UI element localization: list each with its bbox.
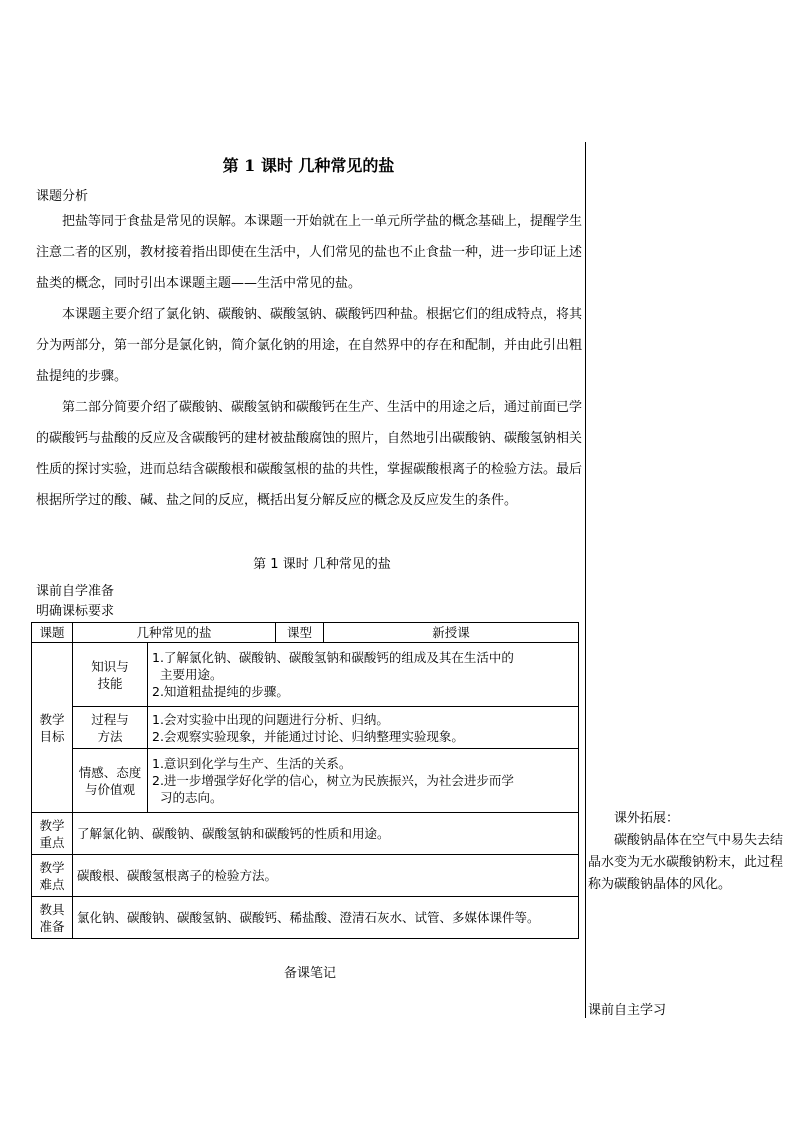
prep-label: 课前自学准备 [36, 584, 115, 599]
self-study-label: 课前自主学习 [588, 1003, 667, 1018]
margin-divider-line [585, 142, 586, 1018]
table-row [32, 707, 579, 749]
analysis-paragraph-3: 第二部分简要介绍了碳酸钠、碳酸氢钠和碳酸钙在生产、生活中的用途之后，通过前面已学的碳酸钙与盐酸的反应及含碳酸钙的建材被盐酸腐蚀的照片，自然地引出碳酸钠、碳酸氢钠相关性质的探讨实验，进而总结含碳酸根和碳酸氢根的盐的共性，掌握碳酸根离子的检验方法。最后根据所学过的酸、碱、盐之间的反应，概括出复分解反应的概念及反应发生的条件。 [36, 400, 583, 508]
analysis-paragraph-1: 把盐等同于食盐是常见的误解。本课题一开始就在上一单元所学盐的概念基础上，提醒学生注意二者的区别，教材接着指出即使在生活中，人们常见的盐也不止食盐一种，进一步印证上述盐类的概念，同时引出本课题主题——生活中常见的盐。 [36, 214, 583, 291]
process-content: 1.会对实验中出现的问题进行分析、归纳。 2.会观察实验现象，并能通过讨论、归纳整理实验现象。 [148, 707, 579, 749]
knowledge-content: 1.了解氯化钠、碳酸钠、碳酸氢钠和碳酸钙的组成及其在生活中的 主要用途。 2.知道粗盐提纯的步骤。 [148, 643, 579, 707]
analysis-label: 课题分析 [36, 189, 89, 204]
objectives-table [31, 622, 579, 939]
tools-label: 教具 准备 [32, 897, 73, 939]
table-row [32, 813, 579, 855]
notes-label: 备课笔记 [283, 966, 336, 981]
key-label: 教学 重点 [32, 813, 73, 855]
difficulty-label: 教学 难点 [32, 855, 73, 897]
table-row [32, 855, 579, 897]
lesson-subtitle: 第 1 课时 几种常见的盐 [253, 557, 391, 572]
type-label: 课型 [276, 623, 324, 643]
page-title: 第 1 课时 几种常见的盐 [222, 156, 395, 175]
table-row [32, 623, 579, 643]
analysis-paragraph-2: 本课题主要介绍了氯化钠、碳酸钠、碳酸氢钠、碳酸钙四种盐。根据它们的组成特点，将其分为两部分，第一部分是氯化钠，简介氯化钠的用途，在自然界中的存在和配制，并由此引出粗盐提纯的步骤。 [36, 307, 583, 384]
type-value: 新授课 [324, 623, 579, 643]
topic-label: 课题 [32, 623, 73, 643]
table-row [32, 749, 579, 813]
emotion-content: 1.意识到化学与生产、生活的关系。 2.进一步增强学好化学的信心，树立为民族振兴，为社会进步而学 习的志向。 [148, 749, 579, 813]
side-extension-title: 课外拓展： [614, 811, 680, 826]
table-row [32, 643, 579, 707]
objectives-label: 教学 目标 [32, 643, 73, 813]
topic-value: 几种常见的盐 [73, 623, 276, 643]
goal-label: 明确课标要求 [36, 604, 115, 619]
tools-content: 氯化钠、碳酸钠、碳酸氢钠、碳酸钙、稀盐酸、澄清石灰水、试管、多媒体课件等。 [73, 897, 579, 939]
side-extension-body: 碳酸钠晶体在空气中易失去结晶水变为无水碳酸钠粉末，此过程称为碳酸钠晶体的风化。 [588, 833, 784, 892]
knowledge-label: 知识与 技能 [73, 643, 148, 707]
key-content: 了解氯化钠、碳酸钠、碳酸氢钠和碳酸钙的性质和用途。 [73, 813, 579, 855]
table-row [32, 897, 579, 939]
process-label: 过程与 方法 [73, 707, 148, 749]
emotion-label: 情感、态度 与价值观 [73, 749, 148, 813]
difficulty-content: 碳酸根、碳酸氢根离子的检验方法。 [73, 855, 579, 897]
